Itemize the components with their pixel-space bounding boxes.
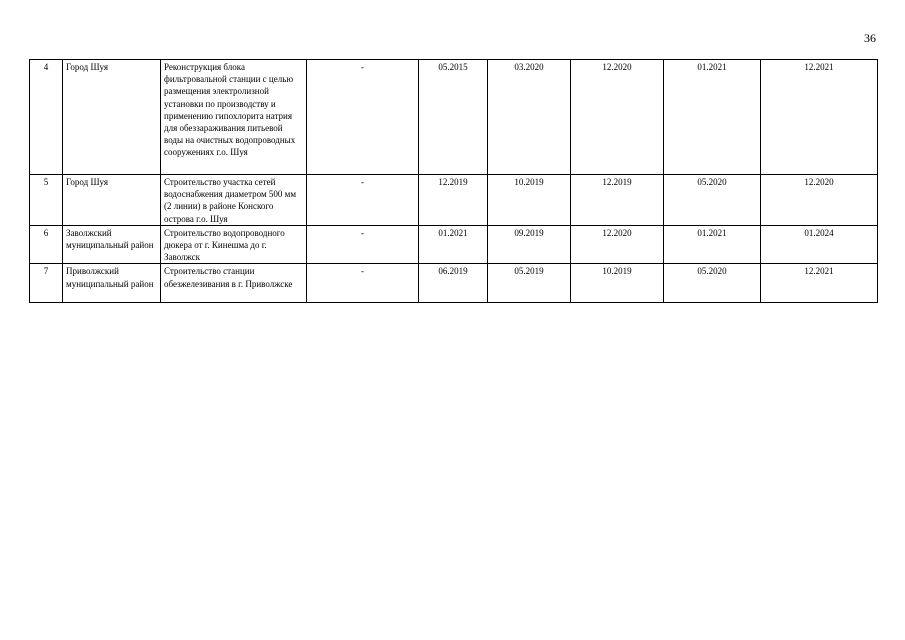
row-number: 5 xyxy=(30,175,63,226)
municipality-cell: Город Шуя xyxy=(63,60,161,175)
value-cell-6: 12.2021 xyxy=(761,60,878,175)
value-cell-4: 12.2020 xyxy=(571,225,664,264)
value-cell-4: 10.2019 xyxy=(571,264,664,303)
table-row xyxy=(30,60,878,175)
value-cell-5: 01.2021 xyxy=(664,60,761,175)
description-cell: Строительство участка сетей водоснабжения диаметром 500 мм (2 линии) в районе Конского острова г.о. Шуя xyxy=(161,175,307,226)
row-number: 6 xyxy=(30,225,63,264)
municipality-cell: Город Шуя xyxy=(63,175,161,226)
value-cell-3: 09.2019 xyxy=(488,225,571,264)
value-cell-3: 05.2019 xyxy=(488,264,571,303)
value-cell-5: 01.2021 xyxy=(664,225,761,264)
description-cell: Строительство станции обезжелезивания в г. Приволжске xyxy=(161,264,307,303)
value-cell-1: - xyxy=(307,60,419,175)
description-cell: Реконструкция блока фильтровальной станции с целью размещения электролизной установки по производству и применению гипохлорита натрия для обеззараживания питьевой воды на очистных водопроводных сооружениях г.о. Шуя xyxy=(161,60,307,175)
value-cell-2: 05.2015 xyxy=(419,60,488,175)
value-cell-4: 12.2019 xyxy=(571,175,664,226)
value-cell-1: - xyxy=(307,225,419,264)
table-row xyxy=(30,175,878,226)
value-cell-6: 12.2021 xyxy=(761,264,878,303)
municipality-cell: Заволжский муниципальный район xyxy=(63,225,161,264)
municipality-cell: Приволжский муниципальный район xyxy=(63,264,161,303)
page-number: 36 xyxy=(864,31,876,45)
value-cell-2: 01.2021 xyxy=(419,225,488,264)
value-cell-2: 06.2019 xyxy=(419,264,488,303)
description-cell: Строительство водопроводного дюкера от г. Кинешма до г. Заволжск xyxy=(161,225,307,264)
row-number: 4 xyxy=(30,60,63,175)
value-cell-5: 05.2020 xyxy=(664,175,761,226)
table-row xyxy=(30,225,878,264)
row-number: 7 xyxy=(30,264,63,303)
value-cell-6: 01.2024 xyxy=(761,225,878,264)
value-cell-3: 03.2020 xyxy=(488,60,571,175)
value-cell-5: 05.2020 xyxy=(664,264,761,303)
value-cell-1: - xyxy=(307,175,419,226)
table-row xyxy=(30,264,878,303)
value-cell-2: 12.2019 xyxy=(419,175,488,226)
projects-table xyxy=(29,59,878,303)
value-cell-4: 12.2020 xyxy=(571,60,664,175)
value-cell-6: 12.2020 xyxy=(761,175,878,226)
value-cell-3: 10.2019 xyxy=(488,175,571,226)
value-cell-1: - xyxy=(307,264,419,303)
